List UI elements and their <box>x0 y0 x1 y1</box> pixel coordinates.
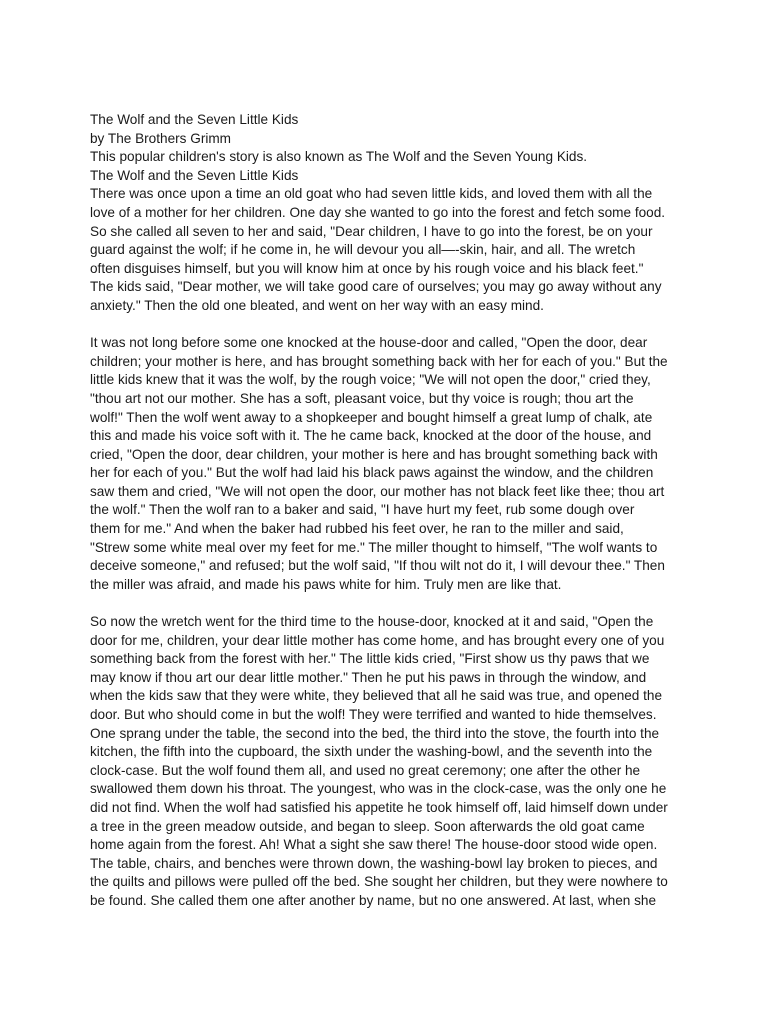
paragraph-line: did not find. When the wolf had satisfied his appetite he took himself off, laid himself down under <box>90 799 668 815</box>
paragraph-line: wolf!" Then the wolf went away to a shopkeeper and bought himself a great lump of chalk, ate <box>90 409 653 425</box>
paragraph-line: this and made his voice soft with it. The he came back, knocked at the door of the house, and <box>90 428 652 444</box>
paragraph <box>90 185 690 315</box>
paragraph-line: home again from the forest. Ah! What a sight she saw there! The house-door stood wide open. <box>90 837 658 853</box>
paragraph-line: be found. She called them one after another by name, but no one answered. At last, when she <box>90 892 657 908</box>
story-author: by The Brothers Grimm <box>90 130 232 146</box>
heading-block <box>90 111 690 185</box>
paragraph-line: It was not long before some one knocked at the house-door and called, "Open the door, dear <box>90 335 648 351</box>
paragraph-line: One sprang under the table, the second into the bed, the third into the stove, the fourth into the <box>90 725 660 741</box>
paragraph-line: her for each of you." But the wolf had laid his black paws against the window, and the children <box>90 465 654 481</box>
paragraph-line: door for me, children, your dear little mother has come home, and has brought every one of you <box>90 632 665 648</box>
paragraph-line: children; your mother is here, and has brought something back with her for each of you." But the <box>90 353 668 369</box>
paragraph-line: So now the wretch went for the third time to the house-door, knocked at it and said, "Open the <box>90 614 654 630</box>
paragraph-line: clock-case. But the wolf found them all, and used no great ceremony; one after the other he <box>90 762 641 778</box>
paragraph-line: a tree in the green meadow outside, and began to sleep. Soon afterwards the old goat came <box>90 818 645 834</box>
story-body <box>90 185 690 910</box>
document-page <box>90 111 690 911</box>
story-alias-note: This popular children's story is also known as The Wolf and the Seven Young Kids. <box>90 149 588 165</box>
paragraph-line: cried, "Open the door, dear children, your mother is here and has brought something back with <box>90 446 658 462</box>
paragraph-line: love of a mother for her children. One day she wanted to go into the forest and fetch some food. <box>90 204 666 220</box>
paragraph-line: the wolf." Then the wolf ran to a baker and said, "I have hurt my feet, rub some dough over <box>90 502 635 518</box>
paragraph-line: saw them and cried, "We will not open the door, our mother has not black feet like thee; thou art <box>90 483 665 499</box>
paragraph-line: often disguises himself, but you will know him at once by his rough voice and his black feet." <box>90 260 644 276</box>
paragraph-line: the quilts and pillows were pulled off the bed. She sought her children, but they were nowhere to <box>90 874 668 890</box>
paragraph-line: may know if thou art our dear little mother." Then he put his paws in through the window, and <box>90 669 647 685</box>
paragraph-line: little kids knew that it was the wolf, by the rough voice; "We will not open the door," cried they, <box>90 372 651 388</box>
paragraph <box>90 334 690 594</box>
paragraph-line: deceive someone," and refused; but the wolf said, "If thou wilt not do it, I will devour thee." Then <box>90 558 665 574</box>
paragraph-line: So she called all seven to her and said, "Dear children, I have to go into the forest, be on your <box>90 223 653 239</box>
paragraph-line: kitchen, the fifth into the cupboard, the sixth under the washing-bowl, and the seventh into the <box>90 744 653 760</box>
paragraph <box>90 613 690 911</box>
story-subtitle: The Wolf and the Seven Little Kids <box>90 167 299 183</box>
paragraph-line: anxiety." Then the old one bleated, and went on her way with an easy mind. <box>90 297 544 313</box>
paragraph-line: The table, chairs, and benches were thrown down, the washing-bowl lay broken to pieces, and <box>90 855 658 871</box>
paragraph-line: door. But who should come in but the wolf! They were terrified and wanted to hide themselves. <box>90 707 657 722</box>
paragraph-line: them for me." And when the baker had rubbed his feet over, he ran to the miller and said, <box>90 521 624 537</box>
paragraph-line: The kids said, "Dear mother, we will take good care of ourselves; you may go away without any <box>90 279 662 295</box>
story-title: The Wolf and the Seven Little Kids <box>90 112 299 127</box>
paragraph-line: the miller was afraid, and made his paws white for him. Truly men are like that. <box>90 576 562 592</box>
paragraph-line: "thou art not our mother. She has a soft, pleasant voice, but thy voice is rough; thou art the <box>90 390 634 406</box>
paragraph-line: when the kids saw that they were white, they believed that all he said was true, and opened the <box>90 688 663 704</box>
paragraph-line: There was once upon a time an old goat who had seven little kids, and loved them with all the <box>90 186 653 202</box>
paragraph-line: swallowed them down his throat. The youngest, who was in the clock-case, was the only one he <box>90 781 667 797</box>
paragraph-line: something back from the forest with her." The little kids cried, "First show us thy paws that we <box>90 651 650 667</box>
paragraph-line: guard against the wolf; if he come in, he will devour you all—-skin, hair, and all. The wretch <box>90 242 636 258</box>
paragraph-line: "Strew some white meal over my feet for me." The miller thought to himself, "The wolf wants to <box>90 539 658 555</box>
